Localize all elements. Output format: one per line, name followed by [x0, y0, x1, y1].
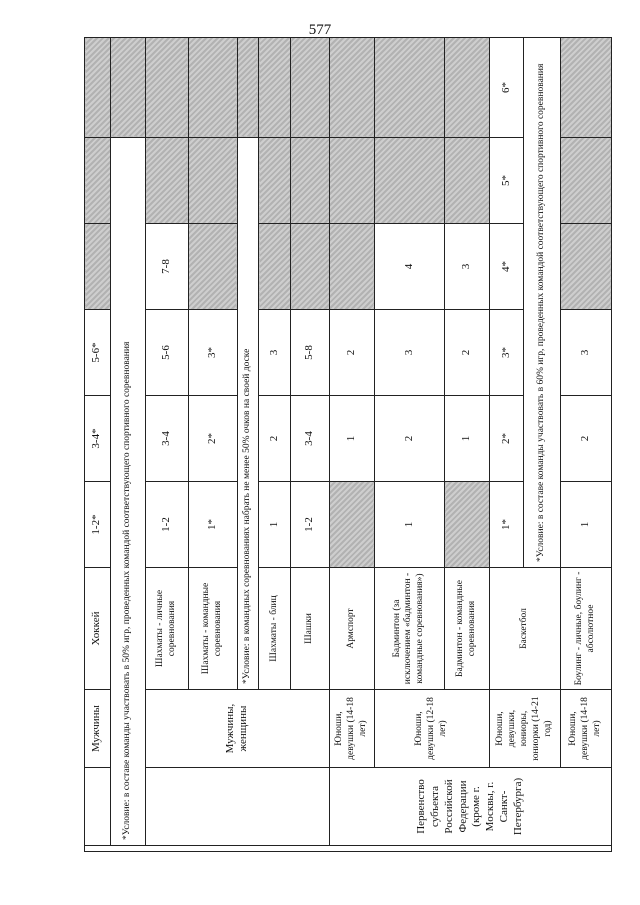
chess-blitz-place-3: 3 [259, 310, 291, 396]
bowling-place-1: 1 [560, 482, 611, 568]
chess-team-discipline: Шахматы - командные соревнования [188, 568, 237, 690]
chess-group: Мужчины, женщины [145, 690, 329, 768]
shaded-cell [85, 224, 111, 310]
hockey-spacer [85, 768, 111, 846]
table-row [145, 38, 188, 852]
rotated-table-wrapper [84, 38, 612, 852]
checkers-discipline: Шашки [291, 568, 329, 690]
checkers-place-3: 5-8 [291, 310, 329, 396]
shaded-cell [291, 138, 329, 224]
shaded-cell [445, 138, 490, 224]
chess-team-place-2: 2* [188, 396, 237, 482]
armsport-discipline: Армспорт [329, 568, 374, 690]
shaded-cell [237, 38, 258, 138]
badminton-personal-place-1: 1 [374, 482, 445, 568]
shaded-cell [85, 138, 111, 224]
badminton-group: Юноши, девушки (12-18 лет) [374, 690, 489, 768]
checkers-place-1: 1-2 [291, 482, 329, 568]
basketball-place-6: 6* [490, 38, 524, 138]
shaded-cell [85, 38, 111, 138]
sports-table [84, 37, 612, 852]
shaded-cell [110, 38, 145, 138]
chess-personal-place-2: 3-4 [145, 396, 188, 482]
chess-blitz-discipline: Шахматы - блиц [259, 568, 291, 690]
shaded-cell [188, 224, 237, 310]
basketball-place-3: 3* [490, 310, 524, 396]
basketball-note: *Условие: в составе команды участвовать в 60% игр, проведенных командой соответствующего спортивного соревнования [524, 38, 560, 568]
left-margin-cell [85, 846, 612, 852]
bowling-discipline: Боулинг - личные, боулинг - абсолютное [560, 568, 611, 690]
hockey-place-1: 1-2* [85, 482, 111, 568]
bowling-place-2: 2 [560, 396, 611, 482]
hockey-place-2: 3-4* [85, 396, 111, 482]
chess-team-place-3: 3* [188, 310, 237, 396]
shaded-cell [329, 482, 374, 568]
shaded-cell [560, 138, 611, 224]
competition-title: Первенство субъекта Российской Федерации (кроме г. Москвы, г. Санкт-Петербурга) [329, 768, 611, 846]
shaded-cell [445, 38, 490, 138]
hockey-note: *Условие: в составе команды участвовать в 50% игр, проведенных командой соответствующего спортивного соревнования [110, 138, 145, 846]
shaded-cell [445, 482, 490, 568]
shaded-cell [259, 224, 291, 310]
chess-personal-discipline: Шахматы - личные соревнования [145, 568, 188, 690]
armsport-group: Юноши, девушки (14-18 лет) [329, 690, 374, 768]
basketball-discipline: Баскетбол [490, 568, 561, 690]
table-row [85, 38, 111, 852]
shaded-cell [145, 138, 188, 224]
shaded-cell [188, 138, 237, 224]
basketball-place-5: 5* [490, 138, 524, 224]
chess-team-place-1: 1* [188, 482, 237, 568]
badminton-personal-place-3: 3 [374, 310, 445, 396]
hockey-sport: Хоккей [85, 568, 111, 690]
shaded-cell [145, 38, 188, 138]
chess-note: *Условие: в командных соревнованиях набрать не менее 50% очков на своей доске [237, 138, 258, 690]
badminton-personal-place-2: 2 [374, 396, 445, 482]
shaded-cell [329, 38, 374, 138]
hockey-group: Мужчины [85, 690, 111, 768]
armsport-place-2: 2 [329, 310, 374, 396]
basketball-place-1: 1* [490, 482, 524, 568]
basketball-place-2: 2* [490, 396, 524, 482]
shaded-cell [560, 224, 611, 310]
hockey-place-3: 5-6* [85, 310, 111, 396]
armsport-place-1: 1 [329, 396, 374, 482]
shaded-cell [374, 38, 445, 138]
chess-blitz-place-1: 1 [259, 482, 291, 568]
chess-personal-place-1: 1-2 [145, 482, 188, 568]
table-row [374, 38, 445, 852]
shaded-cell [291, 224, 329, 310]
shaded-cell [329, 224, 374, 310]
table-row [560, 38, 611, 852]
chess-blitz-place-2: 2 [259, 396, 291, 482]
page-number: 577 [308, 22, 332, 38]
badminton-personal-discipline: Бадминтон (за исключением «бадминтон - командные соревнования») [374, 568, 445, 690]
shaded-cell [291, 38, 329, 138]
table-row [490, 38, 524, 852]
checkers-place-2: 3-4 [291, 396, 329, 482]
bowling-group: Юноши, девушки (14-18 лет) [560, 690, 611, 768]
shaded-cell [188, 38, 237, 138]
shaded-cell [259, 138, 291, 224]
basketball-place-4: 4* [490, 224, 524, 310]
chess-personal-place-4: 7-8 [145, 224, 188, 310]
shaded-cell [259, 38, 291, 138]
chess-personal-place-3: 5-6 [145, 310, 188, 396]
chess-spacer [145, 768, 329, 846]
bowling-place-3: 3 [560, 310, 611, 396]
badminton-team-place-2: 2 [445, 310, 490, 396]
badminton-team-discipline: Бадминтон - командные соревнования [445, 568, 490, 690]
badminton-team-place-1: 1 [445, 396, 490, 482]
table-row [329, 38, 374, 852]
badminton-personal-place-4: 4 [374, 224, 445, 310]
table-row [110, 38, 145, 852]
shaded-cell [374, 138, 445, 224]
badminton-team-place-3: 3 [445, 224, 490, 310]
shaded-cell [560, 38, 611, 138]
shaded-cell [329, 138, 374, 224]
basketball-group: Юноши, девушки, юниоры, юниорки (14-21 год) [490, 690, 561, 768]
